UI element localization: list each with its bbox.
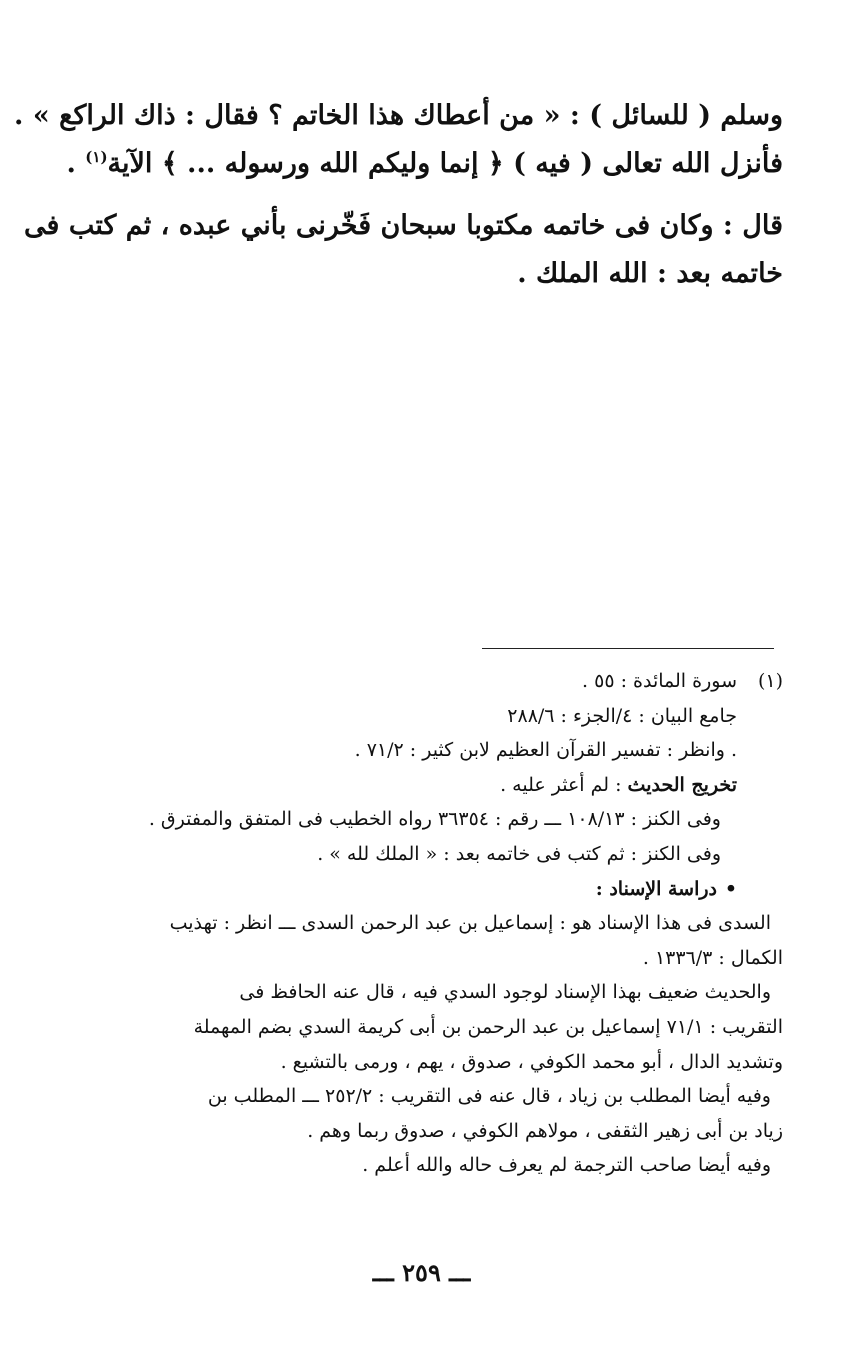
footnote-number: (١): [757, 670, 783, 692]
hadith-line-1: والحديث ضعيف بهذا الإسناد لوجود السدي فيه ، قال عنه الحافظ فى: [239, 981, 771, 1004]
muttalib-line-2: زياد بن أبى زهير الثقفى ، مولاهم الكوفي ، صدوق ربما وهم .: [307, 1119, 783, 1142]
kanz-line-2: وفى الكنز : ثم كتب فى خاتمه بعد : « الملك لله » .: [317, 842, 721, 865]
footnote-1-text: سورة المائدة : ٥٥ .: [582, 670, 737, 692]
main-line-2: [60, 140, 783, 188]
footnote-1-line-2: جامع البيان : ٤/الجزء : ٢٨٨/٦: [507, 704, 737, 727]
hadith-line-3: وتشديد الدال ، أبو محمد الكوفي ، صدوق ، يهم ، ورمى بالتشيع .: [280, 1050, 783, 1073]
main-line-4: خاتمه بعد : الله الملك .: [517, 258, 783, 289]
footnote-1-line-3: . وانظر : تفسير القرآن العظيم لابن كثير : ٧١/٢ .: [354, 739, 737, 762]
last-line: وفيه أيضا صاحب الترجمة لم يعرف حاله والله أعلم .: [362, 1154, 771, 1177]
isnad-line-1: السدى فى هذا الإسناد هو : إسماعيل بن عبد الرحمن السدى ـــ انظر : تهذيب: [169, 912, 771, 935]
main-text-block: [14, 92, 783, 298]
bullet-icon: •: [724, 877, 737, 900]
isnad-line-2: الكمال : ١٣٣٦/٣ .: [642, 946, 783, 969]
isnad-heading: دراسة الإسناد :: [595, 877, 717, 900]
footnote-1-line-1: [100, 664, 783, 699]
footnotes-block: [100, 664, 783, 1183]
takhrij-text: : لم أعثر عليه .: [500, 773, 628, 796]
hadith-line-2: التقريب : ٧١/١ إسماعيل بن عبد الرحمن بن أبى كريمة السدي بضم المهملة: [193, 1015, 783, 1038]
main-line-1: وسلم ( للسائل ) : « من أعطاك هذا الخاتم ؟ فقال : ذاك الراكع » .: [14, 100, 783, 131]
footnote-divider: [482, 648, 774, 649]
takhrij-heading: تخريج الحديث: [627, 773, 737, 796]
main-line-2-text: فأنزل الله تعالى ( فيه ) ﴿ إنما وليكم الله ورسوله ... ﴾ الآية: [107, 148, 783, 179]
main-line-3: قال : وكان فى خاتمه مكتوبا سبحان فَخّرنى بأني عبده ، ثم كتب فى: [24, 210, 783, 241]
isnad-heading-line: [100, 872, 783, 907]
main-line-2-end: .: [66, 148, 86, 179]
kanz-line-1: وفى الكنز : ١٠٨/١٣ ـــ رقم : ٣٦٣٥٤ رواه الخطيب فى المتفق والمفترق .: [148, 808, 721, 831]
takhrij-line: [100, 768, 783, 803]
footnote-reference: (١): [85, 148, 108, 166]
page-number: ـــ ٢٥٩ ـــ: [372, 1258, 471, 1287]
muttalib-line-1: وفيه أيضا المطلب بن زياد ، قال عنه فى التقريب : ٢٥٢/٢ ـــ المطلب بن: [207, 1085, 771, 1108]
